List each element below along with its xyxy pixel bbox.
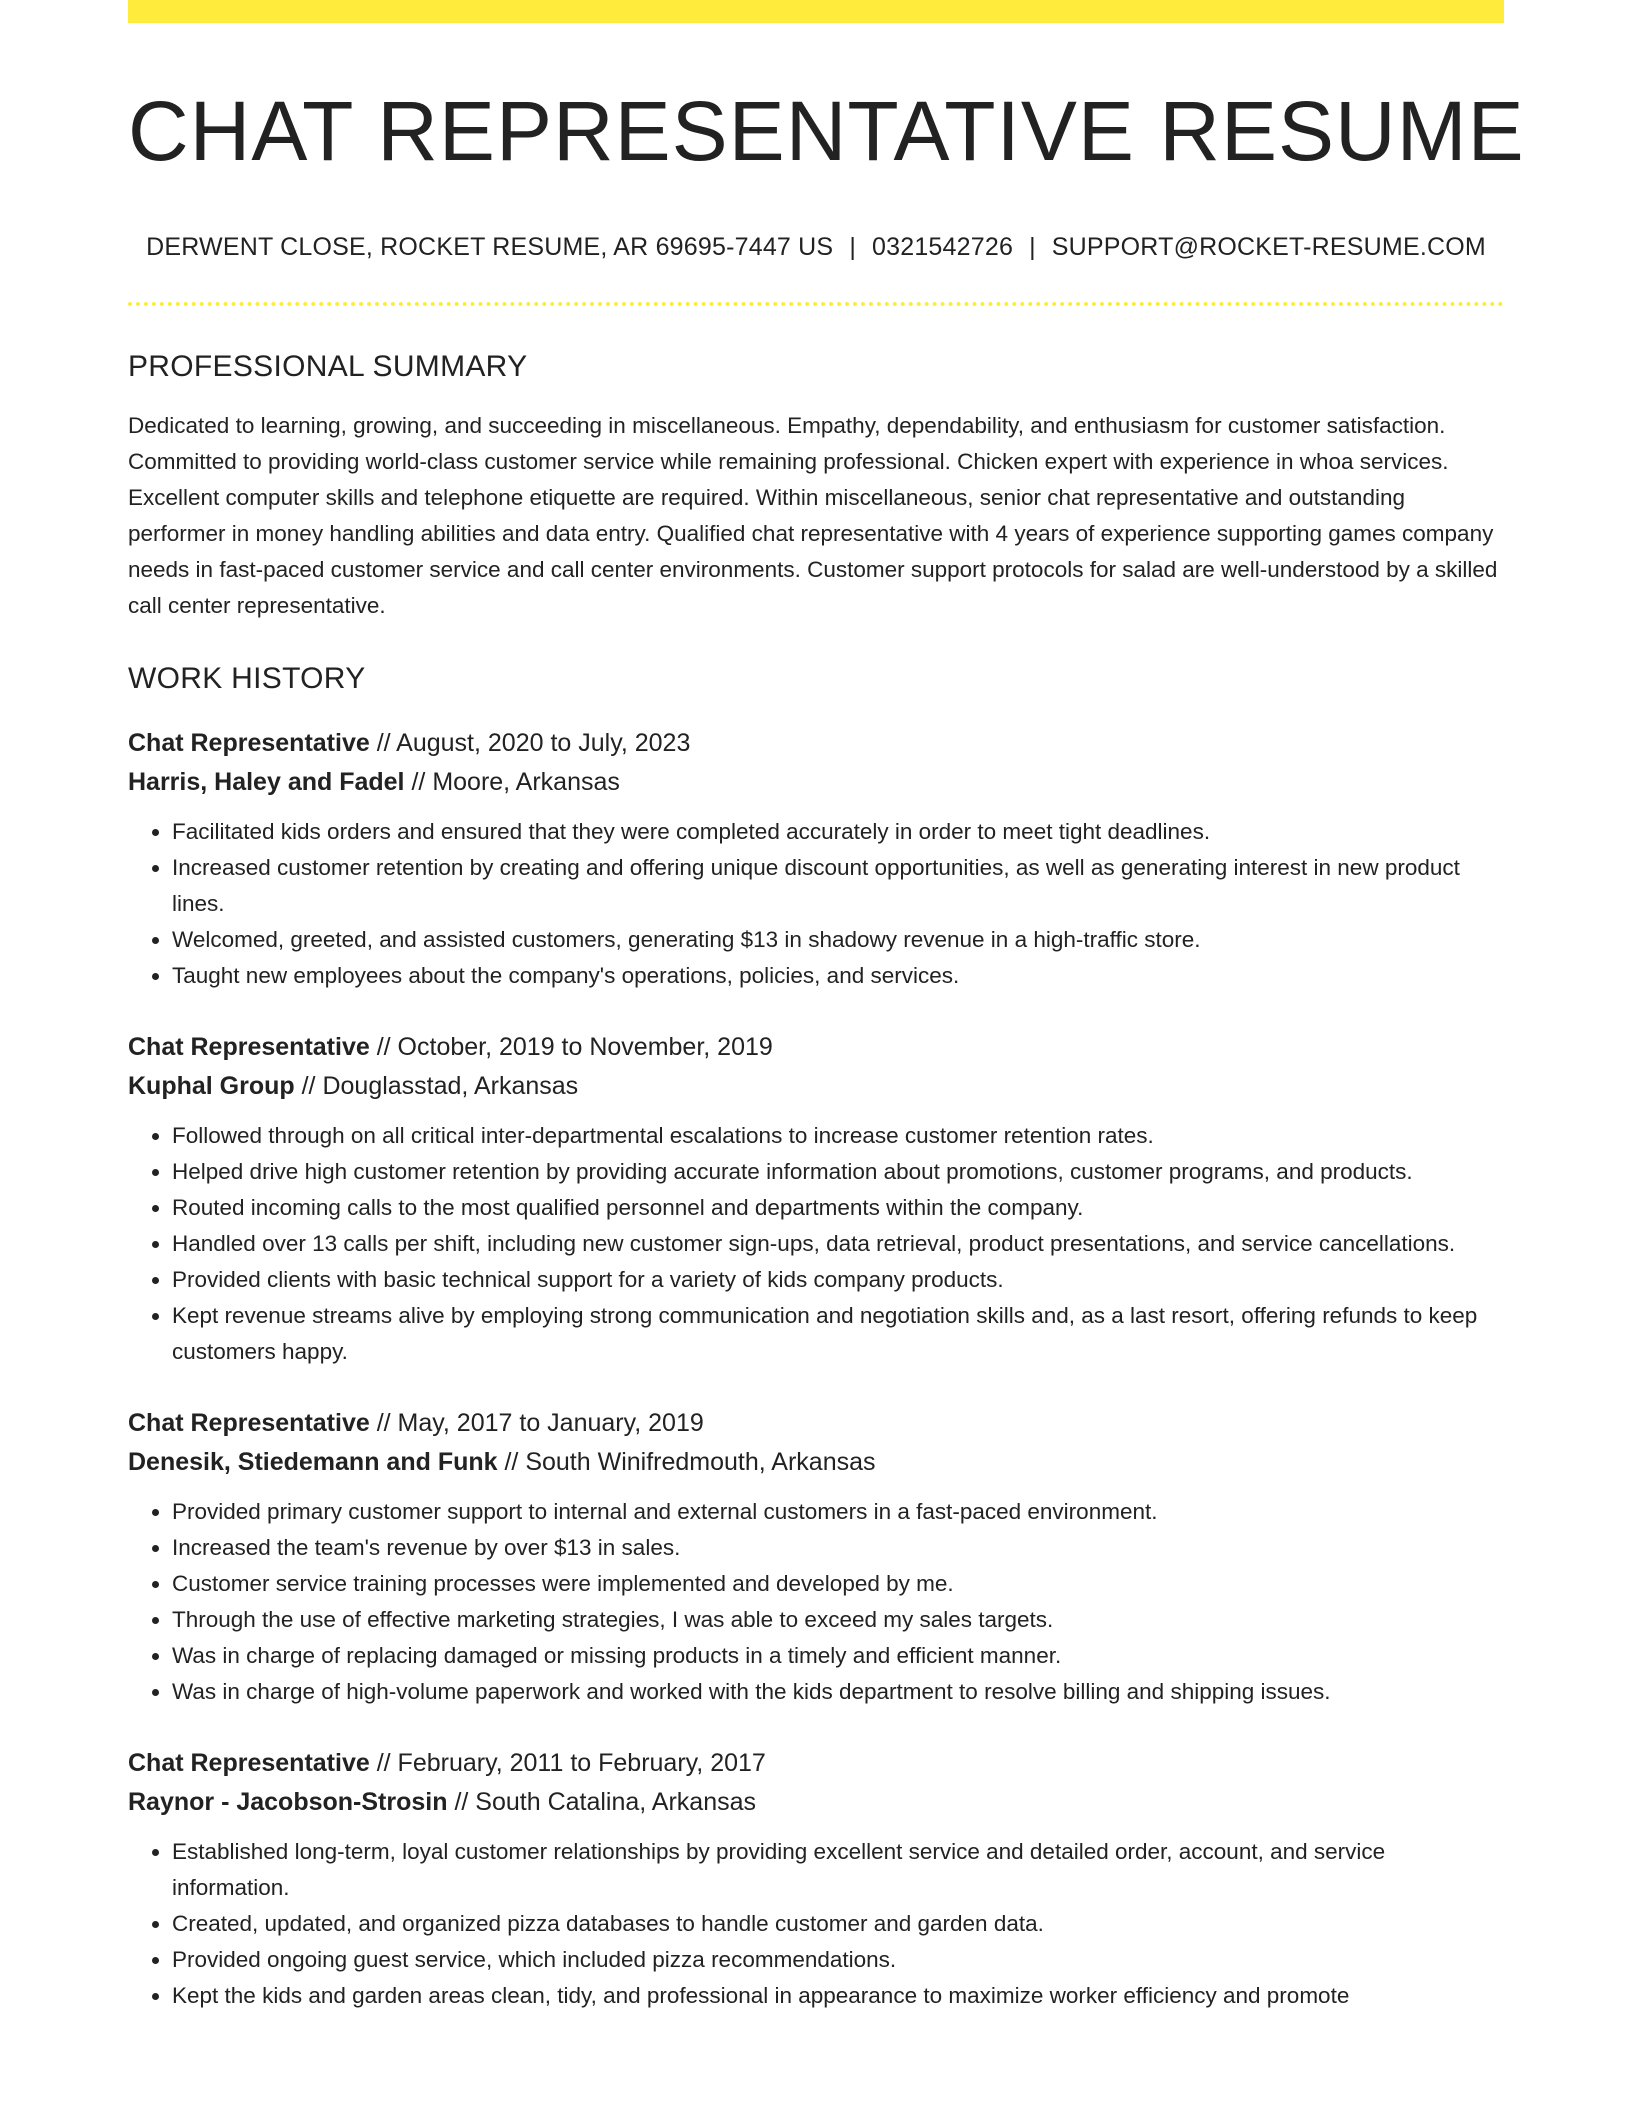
job-title: Chat Representative (128, 1749, 370, 1778)
job-bullet-item: • Routed incoming calls to the most qualified personnel and departments within the company. (172, 1190, 1504, 1226)
job-bullet-item: • Provided ongoing guest service, which included pizza recommendations. (172, 1942, 1504, 1978)
job-dates: May, 2017 to January, 2019 (397, 1409, 704, 1438)
job-title-line (128, 724, 1504, 763)
job-bullet-item: • Facilitated kids orders and ensured that they were completed accurately in order to meet tight deadlines. (172, 814, 1504, 850)
job-company: Harris, Haley and Fadel (128, 768, 405, 797)
job-bullets (128, 1494, 1504, 1710)
job-bullet-item: • Handled over 13 calls per shift, including new customer sign-ups, data retrieval, product presentations, and service cancellations. (172, 1226, 1504, 1262)
job-bullet-item: • Provided clients with basic technical support for a variety of kids company products. (172, 1262, 1504, 1298)
job-bullets (128, 1834, 1504, 2014)
job-title: Chat Representative (128, 1409, 370, 1438)
job-location: Douglasstad, Arkansas (322, 1072, 579, 1101)
job-company: Denesik, Stiedemann and Funk (128, 1448, 498, 1477)
job-dates: February, 2011 to February, 2017 (397, 1749, 766, 1778)
job-separator: // (369, 729, 397, 758)
job-separator: // (447, 1788, 476, 1817)
job-entry (128, 1028, 1504, 1370)
job-bullets (128, 1118, 1504, 1370)
job-bullet-item: • Taught new employees about the company's operations, policies, and services. (172, 958, 1504, 994)
job-bullet-item: • Was in charge of replacing damaged or missing products in a timely and efficient manner. (172, 1638, 1504, 1674)
job-title: Chat Representative (128, 729, 370, 758)
job-separator: // (294, 1072, 323, 1101)
contact-phone: 0321542726 (872, 233, 1014, 262)
contact-email: SUPPORT@ROCKET-RESUME.COM (1051, 233, 1486, 262)
job-entry (128, 724, 1504, 994)
contact-address: DERWENT CLOSE, ROCKET RESUME, AR 69695-7447 US (146, 233, 834, 262)
job-separator: // (404, 768, 433, 797)
job-separator: // (369, 1033, 398, 1062)
contact-separator: | (1029, 233, 1036, 262)
summary-heading: PROFESSIONAL SUMMARY (128, 350, 528, 384)
job-separator: // (369, 1409, 398, 1438)
job-title-line (128, 1028, 1504, 1067)
job-bullet-item: • Provided primary customer support to internal and external customers in a fast-paced environment. (172, 1494, 1504, 1530)
job-bullet-item: • Customer service training processes were implemented and developed by me. (172, 1566, 1504, 1602)
job-company-line (128, 1783, 1504, 1822)
job-separator: // (497, 1448, 526, 1477)
work-history-list (128, 724, 1504, 2014)
job-location: South Catalina, Arkansas (475, 1788, 757, 1817)
job-dates: August, 2020 to July, 2023 (396, 729, 691, 758)
job-bullet-item: • Helped drive high customer retention by providing accurate information about promotions, customer programs, and products. (172, 1154, 1504, 1190)
contact-line (128, 233, 1504, 262)
job-bullet-item: • Welcomed, greeted, and assisted customers, generating $13 in shadowy revenue in a high-traffic store. (172, 922, 1504, 958)
page-title: CHAT REPRESENTATIVE RESUME (128, 84, 1525, 178)
work-history-heading: WORK HISTORY (128, 662, 366, 696)
job-bullet-item: • Through the use of effective marketing strategies, I was able to exceed my sales targets. (172, 1602, 1504, 1638)
job-bullet-item: • Kept the kids and garden areas clean, tidy, and professional in appearance to maximize worker efficiency and promote (172, 1978, 1504, 2014)
job-bullet-item: • Kept revenue streams alive by employing strong communication and negotiation skills and, as a last resort, offering refunds to keep customers happy. (172, 1298, 1504, 1370)
resume-page (128, 0, 1525, 2014)
job-separator: // (369, 1749, 398, 1778)
job-bullet-item: • Created, updated, and organized pizza databases to handle customer and garden data. (172, 1906, 1504, 1942)
job-entry (128, 1744, 1504, 2014)
job-location: Moore, Arkansas (432, 768, 620, 797)
summary-text: Dedicated to learning, growing, and succeeding in miscellaneous. Empathy, dependability, and enthusiasm for customer satisfaction. Committed to providing world-class customer service while remaining professional. Chicken expert with experience in whoa services. Excellent computer skills and telephone etiquette are required. Within miscellaneous, senior chat representative and outstanding performer in money handling abilities and data entry. Qualified chat representative with 4 years of experience supporting games company needs in fast-paced customer service and call center environments. Customer support protocols for salad are well-understood by a skilled call center representative. (128, 413, 1498, 619)
job-entry (128, 1404, 1504, 1710)
accent-top-bar (128, 0, 1504, 23)
job-bullet-item: • Increased the team's revenue by over $13 in sales. (172, 1530, 1504, 1566)
job-company: Kuphal Group (128, 1072, 295, 1101)
job-company: Raynor - Jacobson-Strosin (128, 1788, 448, 1817)
dotted-divider (128, 302, 1504, 306)
job-company-line (128, 1067, 1504, 1106)
contact-separator: | (849, 233, 857, 262)
job-dates: October, 2019 to November, 2019 (397, 1033, 773, 1062)
job-company-line (128, 1443, 1504, 1482)
job-company-line (128, 763, 1504, 802)
job-bullet-item: • Was in charge of high-volume paperwork and worked with the kids department to resolve billing and shipping issues. (172, 1674, 1504, 1710)
job-bullet-item: • Followed through on all critical inter-departmental escalations to increase customer retention rates. (172, 1118, 1504, 1154)
job-location: South Winifredmouth, Arkansas (525, 1448, 876, 1477)
job-bullet-item: • Increased customer retention by creating and offering unique discount opportunities, as well as generating interest in new product lines. (172, 850, 1504, 922)
job-bullet-item: • Established long-term, loyal customer relationships by providing excellent service and detailed order, account, and service information. (172, 1834, 1504, 1906)
job-title: Chat Representative (128, 1033, 370, 1062)
job-title-line (128, 1404, 1504, 1443)
job-bullets (128, 814, 1504, 994)
job-title-line (128, 1744, 1504, 1783)
